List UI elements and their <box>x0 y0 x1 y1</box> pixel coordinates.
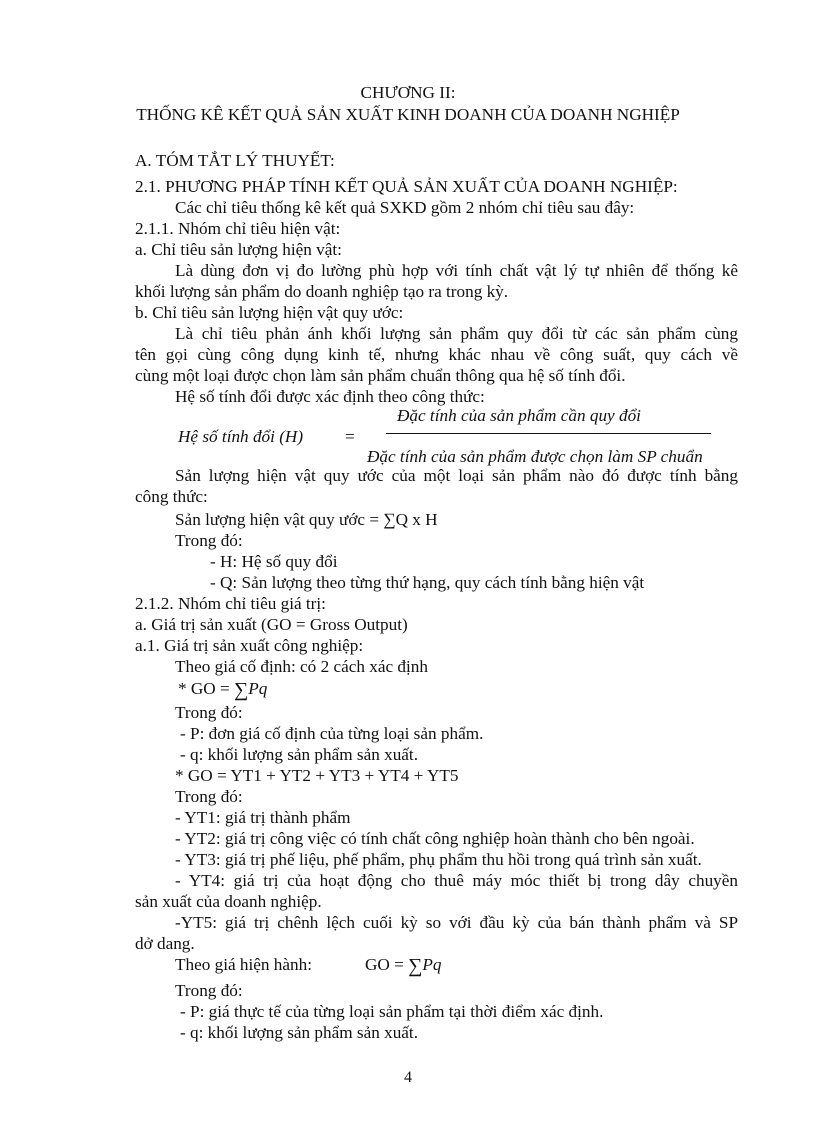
paragraph-line: khối lượng sản phẩm do doanh nghiệp tạo ra trong kỳ. <box>135 282 509 301</box>
paragraph-line: Là dùng đơn vị đo lường phù hợp với tính chất vật lý tự nhiên để thống kê <box>175 261 738 280</box>
fixed-price-line: Theo giá cố định: có 2 cách xác định <box>175 657 428 676</box>
where-item-q: - q: khối lượng sản phẩm sản xuất. <box>180 745 418 764</box>
formula-numerator: Đặc tính của sản phẩm cần quy đổi <box>397 406 641 425</box>
yt3-item: - YT3: giá trị phế liệu, phế phẩm, phụ phẩm thu hồi trong quá trình sản xuất. <box>175 850 702 869</box>
where-label: Trong đó: <box>175 531 243 550</box>
where-item-h: - H: Hệ số quy đổi <box>210 552 338 571</box>
yt5-item-cont: dở dang. <box>135 934 195 953</box>
go-prefix: * GO = <box>178 679 235 698</box>
yt1-item: - YT1: giá trị thành phẩm <box>175 808 351 827</box>
formula-left-label: Hệ số tính đổi (H) <box>178 427 304 446</box>
page-number: 4 <box>404 1069 412 1086</box>
go-sum-formula <box>178 678 267 701</box>
paragraph-line: tên gọi cùng công dụng kinh tế, nhưng khác nhau về công suất, quy cách về <box>135 345 738 364</box>
paragraph-line: công thức: <box>135 487 208 506</box>
section-2-1-2-heading: 2.1.2. Nhóm chỉ tiêu giá trị: <box>135 594 326 613</box>
output-formula: Sản lượng hiện vật quy ước = ∑Q x H <box>175 510 438 529</box>
subsection-a-heading: a. Giá trị sản xuất (GO = Gross Output) <box>135 615 408 634</box>
where-item-q: - q: khối lượng sản phẩm sản xuất. <box>180 1023 418 1042</box>
yt4-item-cont: sản xuất của doanh nghiệp. <box>135 892 322 911</box>
subsection-b-heading: b. Chỉ tiêu sản lượng hiện vật quy ước: <box>135 303 404 322</box>
where-item-q: - Q: Sản lượng theo từng thứ hạng, quy cách tính bằng hiện vật <box>210 573 645 592</box>
chapter-number: CHƯƠNG II: <box>360 83 456 102</box>
sum-symbol: ∑ <box>408 955 423 977</box>
subsection-a-heading: a. Chỉ tiêu sản lượng hiện vật: <box>135 240 342 259</box>
formula-denominator: Đặc tính của sản phẩm được chọn làm SP chuẩn <box>367 447 703 466</box>
yt2-item: - YT2: giá trị công việc có tính chất công nghiệp hoàn thành cho bên ngoài. <box>175 829 695 848</box>
sum-symbol: ∑ <box>234 679 249 701</box>
where-item-p: - P: đơn giá cố định của từng loại sản phẩm. <box>180 724 484 743</box>
section-2-1-intro: Các chỉ tiêu thống kê kết quả SXKD gồm 2 nhóm chỉ tiêu sau đây: <box>175 198 635 217</box>
pq-term: Pq <box>248 679 268 698</box>
go-current-formula <box>365 954 441 977</box>
section-2-1-1-heading: 2.1.1. Nhóm chỉ tiêu hiện vật: <box>135 219 341 238</box>
where-label: Trong đó: <box>175 787 243 806</box>
coefficient-intro: Hệ số tính đổi được xác định theo công thức: <box>175 387 485 406</box>
paragraph-line: Sản lượng hiện vật quy ước của một loại sản phẩm nào đó được tính bằng <box>175 466 738 485</box>
go-current-prefix: GO = <box>365 955 409 974</box>
current-price-label: Theo giá hiện hành: <box>175 955 312 974</box>
fraction-bar <box>386 433 711 434</box>
section-2-1-heading: 2.1. PHƯƠNG PHÁP TÍNH KẾT QUẢ SẢN XUẤT CỦA DOANH NGHIỆP: <box>135 177 678 196</box>
paragraph-line: cùng một loại được chọn làm sản phẩm chuẩn thông qua hệ số tính đổi. <box>135 366 626 385</box>
where-label: Trong đó: <box>175 703 243 722</box>
where-label: Trong đó: <box>175 981 243 1000</box>
subsection-a1-heading: a.1. Giá trị sản xuất công nghiệp: <box>135 636 364 655</box>
yt4-item: - YT4: giá trị của hoạt động cho thuê máy móc thiết bị trong dây chuyền <box>175 871 738 890</box>
section-a-heading: A. TÓM TẮT LÝ THUYẾT: <box>135 151 335 170</box>
pq-term: Pq <box>422 955 442 974</box>
where-item-p: - P: giá thực tế của từng loại sản phẩm tại thời điểm xác định. <box>180 1002 604 1021</box>
formula-equals: = <box>345 427 355 446</box>
paragraph-line: Là chỉ tiêu phản ánh khối lượng sản phẩm quy đổi từ các sản phẩm cùng <box>175 324 738 343</box>
chapter-title: THỐNG KÊ KẾT QUẢ SẢN XUẤT KINH DOANH CỦA DOANH NGHIỆP <box>136 105 680 124</box>
yt5-item: -YT5: giá trị chênh lệch cuối kỳ so với đầu kỳ của bán thành phẩm và SP <box>175 913 738 932</box>
go-yt-formula: * GO = YT1 + YT2 + YT3 + YT4 + YT5 <box>175 766 459 785</box>
